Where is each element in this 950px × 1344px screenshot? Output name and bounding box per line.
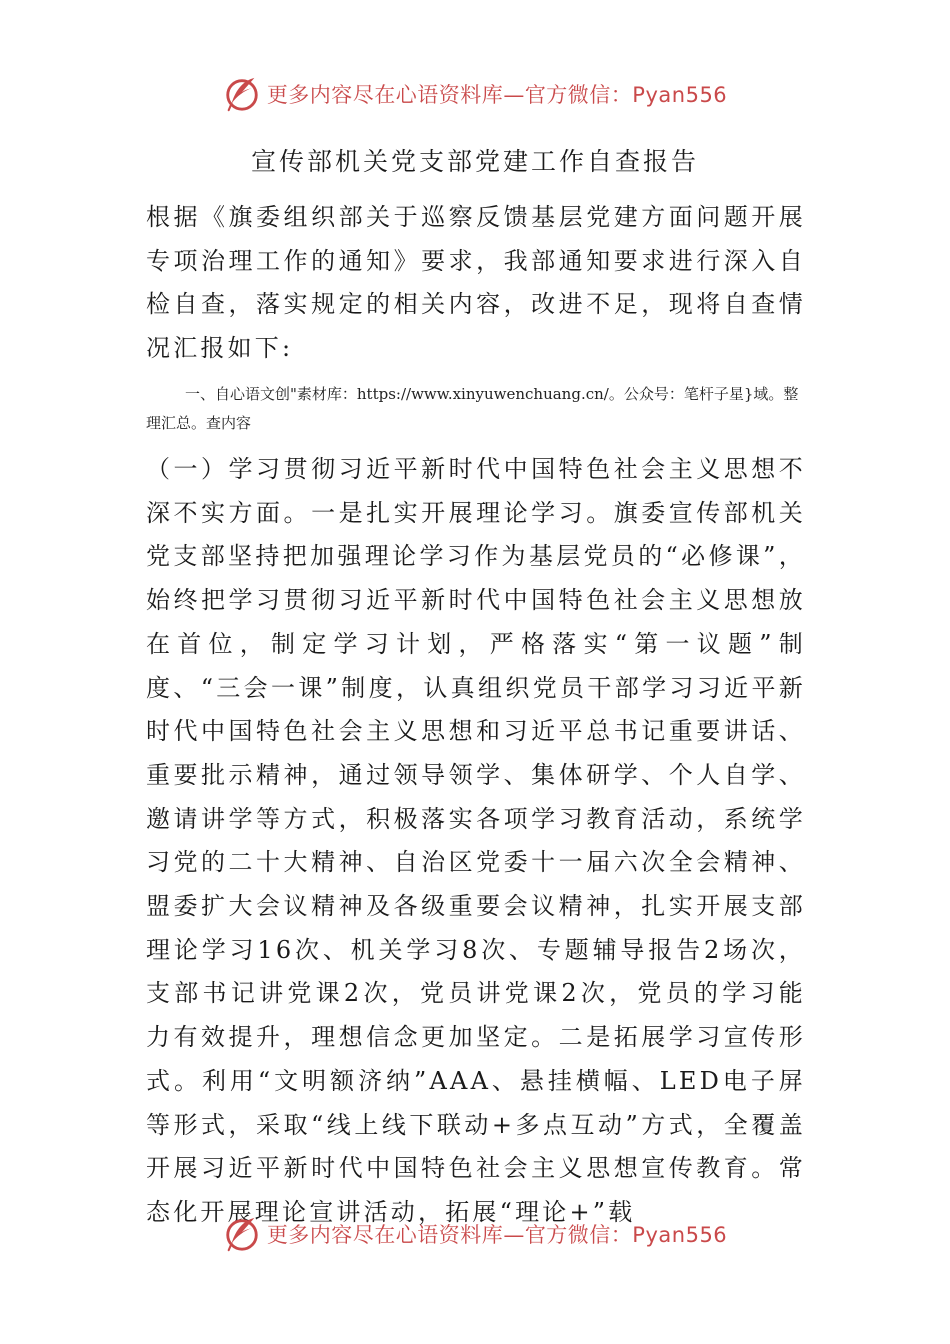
intro-paragraph: 根据《旗委组织部关于巡察反馈基层党建方面问题开展专项治理工作的通知》要求，我部通知要求进行深入自检自查，落实规定的相关内容，改进不足，现将自查情况汇报如下: <box>146 203 806 363</box>
feather-quill-logo-icon <box>223 75 261 113</box>
feather-quill-logo-icon <box>223 1215 261 1253</box>
document-title: 宣传部机关党支部党建工作自查报告 <box>250 147 699 176</box>
banner-text: 更多内容尽在心语资料库—官方微信：Pyan556 <box>266 83 728 107</box>
footer-banner <box>0 1212 950 1256</box>
source-note: 一、自心语文创"素材库：https://www.xinyuwenchuang.cn/。公众号：笔杆子星}域。整理汇总。查内容 <box>146 385 799 432</box>
section-one-paragraph: （一）学习贯彻习近平新时代中国特色社会主义思想不深不实方面。一是扎实开展理论学习。旗委宣传部机关党支部坚持把加强理论学习作为基层党员的“必修课”，始终把学习贯彻习近平新时代中国特色社会主义思想放在首位，制定学习计划，严格落实“第一议题”制度、“三会一课”制度，认真组织党员干部学习习近平新时代中国特色社会主义思想和习近平总书记重要讲话、重要批示精神，通过领导领学、集体研学、个人自学、邀请讲学等方式，积极落实各项学习教育活动，系统学习党的二十大精神、自治区党委十一届六次全会精神、盟委扩大会议精神及各级重要会议精神，扎实开展支部理论学习16次、机关学习8次、专题辅导报告2场次，支部书记讲党课2次，党员讲党课2次，党员的学习能力有效提升，理想信念更加坚定。二是拓展学习宣传形式。利用“文明额济纳”AAA、悬挂横幅、LED电子屏等形式，采取“线上线下联动+多点互动”方式，全覆盖开展习近平新时代中国特色社会主义思想宣传教育。常态化开展理论宣讲活动，拓展“理论+”载 <box>146 455 806 1226</box>
banner-text: 更多内容尽在心语资料库—官方微信：Pyan556 <box>266 1223 728 1247</box>
header-banner <box>0 72 950 116</box>
